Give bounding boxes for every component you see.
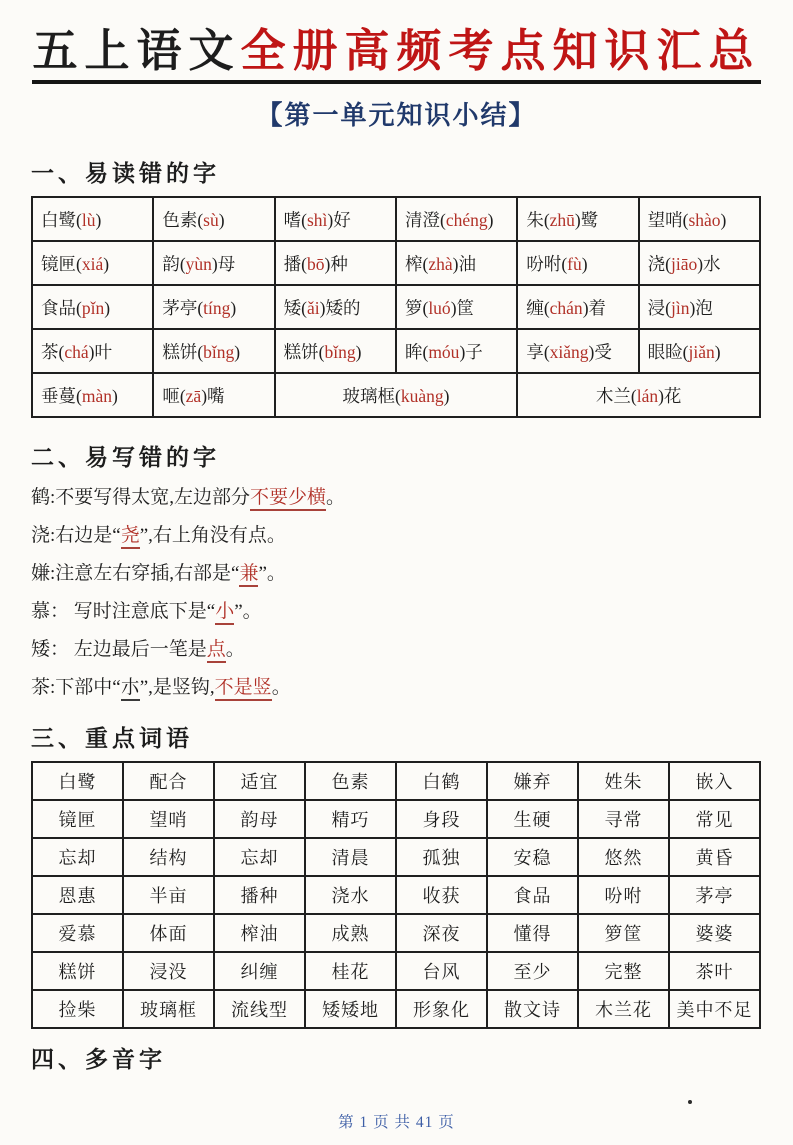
table-cell: 半亩	[123, 876, 214, 914]
table-cell: 木兰花	[578, 990, 669, 1028]
table-cell: 浸(jìn)泡	[639, 285, 760, 329]
tip-text: 。	[271, 677, 291, 698]
table-cell: 生硬	[487, 800, 578, 838]
table-cell: 深夜	[396, 914, 487, 952]
emphasized-text: 兼	[239, 563, 258, 587]
table-cell: 配合	[123, 762, 214, 800]
table-cell: 吩咐	[578, 876, 669, 914]
table-cell: 捡柴	[32, 990, 123, 1028]
table-cell: 常见	[669, 800, 760, 838]
table-cell: 箩筐	[578, 914, 669, 952]
table-cell: 镜匣	[32, 800, 123, 838]
table-cell: 矮(ǎi)矮的	[275, 285, 396, 329]
table-cell: 清晨	[305, 838, 396, 876]
page-title-black-part: 五上语文	[32, 26, 241, 76]
pinyin: bǐng	[324, 341, 356, 362]
table-cell: 寻常	[578, 800, 669, 838]
pinyin: zā	[185, 385, 202, 406]
table-row	[32, 800, 760, 838]
tip-text: 。	[326, 487, 346, 508]
table-cell: 完整	[578, 952, 669, 990]
pinyin: sù	[203, 209, 219, 230]
pinyin: tíng	[203, 297, 231, 318]
page-title	[32, 24, 760, 84]
tip-text: 。	[225, 639, 245, 660]
table-cell: 镜匣(xiá)	[32, 241, 153, 285]
table-cell: 播(bō)种	[275, 241, 396, 285]
table-cell: 享(xiǎng)受	[517, 329, 638, 373]
pinyin: màn	[81, 385, 112, 406]
tip-text: ”,右上角没有点。	[139, 525, 286, 546]
pinyin: ǎi	[306, 297, 320, 318]
table-cell: 恩惠	[32, 876, 123, 914]
pinyin: jiāo	[670, 253, 698, 274]
pinyin: fù	[567, 253, 582, 274]
table-row	[32, 241, 760, 285]
table-cell: 婆婆	[669, 914, 760, 952]
tip-text: ”,是竖钩,	[139, 677, 215, 698]
table-cell: 白鹤	[396, 762, 487, 800]
table-cell: 箩(luó)筐	[396, 285, 517, 329]
tip-text: 鹤:不要写得太宽,左边部分	[31, 487, 251, 508]
table-cell: 望哨(shào)	[639, 197, 760, 241]
table-cell: 嫌弃	[487, 762, 578, 800]
table-cell: 眼睑(jiǎn)	[639, 329, 760, 373]
table-cell: 纠缠	[214, 952, 305, 990]
pinyin: xiǎng	[549, 341, 589, 362]
table-cell: 朱(zhū)鹭	[517, 197, 638, 241]
table-cell: 成熟	[305, 914, 396, 952]
pinyin: jiǎn	[688, 341, 715, 362]
table-cell: 播种	[214, 876, 305, 914]
pinyin: shì	[306, 209, 328, 230]
key-words-table	[31, 761, 761, 1029]
table-cell: 形象化	[396, 990, 487, 1028]
table-cell: 茅亭(tíng)	[153, 285, 274, 329]
table-cell: 清澄(chéng)	[396, 197, 517, 241]
table-cell: 垂蔓(màn)	[32, 373, 153, 417]
tip-text: 嫌:注意左右穿插,右部是“	[31, 563, 240, 584]
table-cell: 食品(pǐn)	[32, 285, 153, 329]
tip-text: 浇:右边是“	[31, 525, 121, 546]
tip-text: 茶:下部中“	[31, 677, 121, 698]
table-row	[32, 952, 760, 990]
emphasized-text: 不是竖	[215, 677, 272, 701]
table-cell: 安稳	[487, 838, 578, 876]
writing-tip-line	[31, 593, 762, 631]
table-cell: 收获	[396, 876, 487, 914]
table-cell: 吩咐(fù)	[517, 241, 638, 285]
table-cell: 桂花	[305, 952, 396, 990]
table-cell: 玻璃框(kuàng)	[275, 373, 518, 417]
pinyin: yùn	[185, 253, 212, 274]
writing-tip-line	[31, 631, 762, 669]
table-cell: 榨(zhà)油	[396, 241, 517, 285]
table-row	[32, 373, 760, 417]
table-cell: 眸(móu)子	[396, 329, 517, 373]
table-cell: 浇(jiāo)水	[639, 241, 760, 285]
table-cell: 至少	[487, 952, 578, 990]
table-cell: 木兰(lán)花	[517, 373, 760, 417]
table-cell: 忘却	[214, 838, 305, 876]
pinyin: lù	[81, 209, 96, 230]
pinyin: chá	[64, 341, 89, 362]
table-cell: 缠(chán)着	[517, 285, 638, 329]
pinyin: shào	[688, 209, 721, 230]
table-cell: 黄昏	[669, 838, 760, 876]
table-cell: 色素(sù)	[153, 197, 274, 241]
table-cell: 玻璃框	[123, 990, 214, 1028]
section-heading-easy-misread: 一、易读错的字	[31, 161, 220, 186]
table-cell: 散文诗	[487, 990, 578, 1028]
table-row	[32, 285, 760, 329]
table-cell: 浇水	[305, 876, 396, 914]
table-cell: 适宜	[214, 762, 305, 800]
pinyin: jìn	[670, 297, 690, 318]
table-cell: 台风	[396, 952, 487, 990]
table-cell: 孤独	[396, 838, 487, 876]
pinyin: bǐng	[203, 341, 235, 362]
writing-tip-line	[31, 555, 762, 593]
pinyin: pǐn	[81, 297, 105, 318]
emphasized-text: 朩	[121, 677, 140, 701]
pinyin: xiá	[81, 253, 104, 274]
emphasized-text: 点	[207, 639, 226, 663]
table-cell: 食品	[487, 876, 578, 914]
table-cell: 白鹭(lù)	[32, 197, 153, 241]
miswritten-notes	[31, 479, 762, 707]
unit-subtitle: 【第一单元知识小结】	[256, 101, 537, 130]
table-cell: 懂得	[487, 914, 578, 952]
table-cell: 糕饼	[32, 952, 123, 990]
table-cell: 忘却	[32, 838, 123, 876]
table-row	[32, 762, 760, 800]
pinyin: bō	[306, 253, 325, 274]
table-cell: 身段	[396, 800, 487, 838]
table-cell: 嵌入	[669, 762, 760, 800]
pinyin: luó	[428, 297, 451, 318]
table-cell: 美中不足	[669, 990, 760, 1028]
pinyin: zhū	[549, 209, 575, 230]
table-cell: 望哨	[123, 800, 214, 838]
tip-text: 慕： 写时注意底下是“	[31, 601, 216, 622]
table-cell: 结构	[123, 838, 214, 876]
pinyin: lán	[636, 385, 659, 406]
tip-text: ”。	[234, 601, 262, 622]
pinyin: chéng	[445, 209, 488, 230]
page-number-footer: 第 1 页 共 41 页	[338, 1114, 455, 1131]
pinyin: móu	[428, 341, 460, 362]
table-cell: 浸没	[123, 952, 214, 990]
tip-text: ”。	[258, 563, 286, 584]
section-heading-polyphones: 四、多音字	[31, 1047, 166, 1072]
table-cell: 爱慕	[32, 914, 123, 952]
table-cell: 茶叶	[669, 952, 760, 990]
pinyin: kuàng	[400, 385, 444, 406]
table-cell: 咂(zā)嘴	[153, 373, 274, 417]
table-cell: 糕饼(bǐng)	[153, 329, 274, 373]
table-cell: 体面	[123, 914, 214, 952]
table-row	[32, 914, 760, 952]
emphasized-text: 尧	[121, 525, 140, 549]
table-row	[32, 329, 760, 373]
writing-tip-line	[31, 517, 762, 555]
table-cell: 韵(yùn)母	[153, 241, 274, 285]
table-cell: 矮矮地	[305, 990, 396, 1028]
table-cell: 精巧	[305, 800, 396, 838]
table-cell: 悠然	[578, 838, 669, 876]
document-page	[0, 24, 793, 1074]
pinyin: chán	[549, 297, 583, 318]
section-heading-key-words: 三、重点词语	[31, 726, 193, 751]
scan-dot-artifact	[688, 1100, 692, 1104]
table-cell: 榨油	[214, 914, 305, 952]
pinyin: zhà	[428, 253, 453, 274]
table-row	[32, 197, 760, 241]
writing-tip-line	[31, 479, 762, 517]
title-row	[31, 24, 762, 84]
misread-characters-table	[31, 196, 761, 418]
writing-tip-line	[31, 669, 762, 707]
table-cell: 茶(chá)叶	[32, 329, 153, 373]
table-cell: 姓朱	[578, 762, 669, 800]
section-heading-easy-miswritten: 二、易写错的字	[31, 445, 220, 470]
table-cell: 嗜(shì)好	[275, 197, 396, 241]
table-row	[32, 876, 760, 914]
page-title-red-part: 全册高频考点知识汇总	[240, 26, 761, 76]
table-cell: 茅亭	[669, 876, 760, 914]
table-row	[32, 990, 760, 1028]
emphasized-text: 小	[215, 601, 234, 625]
table-cell: 韵母	[214, 800, 305, 838]
table-row	[32, 838, 760, 876]
emphasized-text: 不要少横	[250, 487, 326, 511]
tip-text: 矮： 左边最后一笔是	[31, 639, 207, 660]
table-cell: 糕饼(bǐng)	[275, 329, 396, 373]
table-cell: 白鹭	[32, 762, 123, 800]
table-cell: 流线型	[214, 990, 305, 1028]
table-cell: 色素	[305, 762, 396, 800]
